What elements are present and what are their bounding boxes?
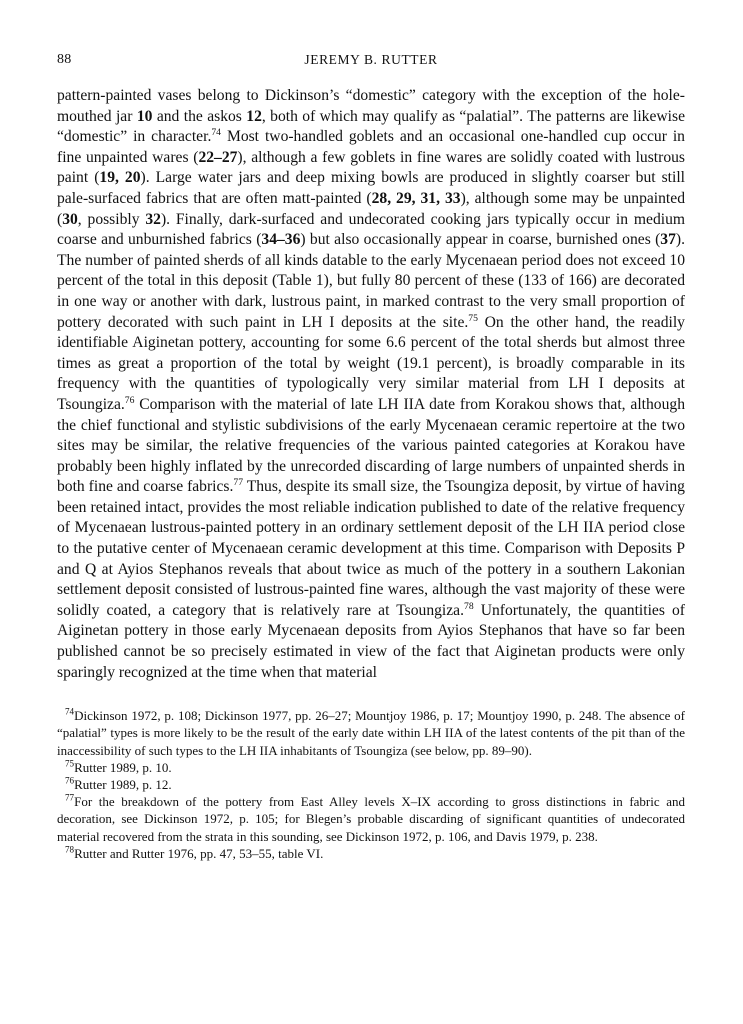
- catalogue-number: 28, 29, 31, 33: [371, 189, 461, 207]
- body-text-run: ). Large water jars and deep mixing bowls are produced in slightly coarser but still pale-surfaced fabrics that are often matt-painted (: [57, 169, 685, 207]
- footnote-text: Rutter and Rutter 1976, pp. 47, 53–55, table VI.: [74, 845, 324, 861]
- body-text-run: ). Finally, dark-surfaced and undecorated cooking jars typically occur in medium coarse and unburnished fabrics (: [57, 210, 685, 249]
- footnote-reference: 75: [468, 312, 478, 324]
- footnote: [57, 776, 685, 793]
- catalogue-number: 30: [62, 210, 78, 228]
- catalogue-number: 32: [145, 210, 161, 228]
- body-text-run: On the other hand, the readily identifiable Aiginetan pottery, accounting for some 6.6 percent of the total sherds but almost three times as great a proportion of the total by weight (19.1 percent), is broadly comparable in its frequency with the quantities of typologically very similar material from LH I deposits at Tsoungiza.: [57, 313, 685, 413]
- body-text-run: Unfortunately, the quantities of Aiginetan pottery in those early Mycenaean deposits from Ayios Stephanos that have so far been published cannot be so precisely estimated in view of the fact that Aiginetan products were only sparingly recognized at the time when that material: [57, 601, 685, 681]
- footnote: [57, 845, 685, 862]
- body-text-run: ) but also occasionally appear in coarse, burnished ones (: [300, 231, 661, 249]
- footnote-reference: 78: [463, 600, 474, 612]
- catalogue-number: 34–36: [261, 231, 301, 249]
- body-paragraph: [57, 86, 685, 683]
- footnote-text: Rutter 1989, p. 12.: [74, 777, 172, 793]
- body-text-run: Most two-handled goblets and an occasional one-handled cup occur in fine unpainted wares (: [57, 128, 685, 166]
- footnote: [57, 707, 685, 759]
- footnote-text: Rutter 1989, p. 10.: [74, 759, 172, 775]
- running-head: [57, 52, 685, 74]
- catalogue-number: 12: [246, 107, 262, 125]
- footnote-reference: 77: [233, 477, 244, 489]
- catalogue-number: 10: [136, 107, 153, 125]
- footnotes: [57, 707, 685, 862]
- body-text-run: and the askos: [152, 107, 247, 125]
- footnote-number: 77: [65, 792, 75, 803]
- footnote-number: 78: [65, 844, 75, 855]
- footnote-reference: 76: [124, 394, 135, 406]
- body-text-run: ), although some may be unpainted (: [57, 189, 685, 228]
- page: [57, 52, 685, 862]
- page-number: 88: [57, 52, 72, 67]
- body-text-run: Comparison with the material of late LH IIA date from Korakou shows that, although the chief functional and stylistic subdivisions of the early Mycenaean ceramic repertoire at the two sites may be similar, the relative frequencies of the various painted categories at Korakou have probably been highly inflated by the unrecorded discarding of large numbers of unpainted sherds in both fine and coarse fabrics.: [57, 395, 685, 496]
- catalogue-number: 22–27: [198, 148, 238, 166]
- catalogue-number: 37: [660, 231, 676, 249]
- footnote-text: Dickinson 1972, p. 108; Dickinson 1977, pp. 26–27; Mountjoy 1986, p. 17; Mountjoy 1990, p. 248. The absence of “palatial” types is more likely to be the result of the early date within LH IIA of the latest contents of the pit than of the inaccessibility of such types to the LH IIA inhabitants of Tsoungiza (see below, pp. 89–90).: [57, 708, 685, 758]
- body-text-run: pattern-painted vases belong to Dickinson’s “domestic” category with the exception of the hole-mouthed jar: [57, 87, 685, 125]
- footnote-reference: 74: [211, 127, 221, 138]
- footnote: [57, 793, 685, 845]
- body-text-run: Thus, despite its small size, the Tsoungiza deposit, by virtue of having been retained intact, provides the most reliable indication published to date of the relative frequency of Mycenaean lustrous-painted pottery in an ordinary settlement deposit of the LH IIA period close to the putative center of Mycenaean ceramic development at this time. Comparison with Deposits P and Q at Ayios Stephanos reveals that about twice as much of the pottery in a southern Lakonian settlement deposit consisted of lustrous-painted fine wares, although the vast majority of these were solidly coated, a category that is relatively rare at Tsoungiza.: [57, 478, 685, 619]
- body-text-run: ), although a few goblets in fine wares are solidly coated with lustrous paint (: [57, 148, 685, 187]
- body-text-run: , both of which may qualify as “palatial”. The patterns are likewise “domestic” in character.: [57, 107, 685, 146]
- footnote-number: 74: [65, 706, 75, 717]
- catalogue-number: 19, 20: [99, 169, 141, 187]
- body-text-run: ). The number of painted sherds of all kinds datable to the early Mycenaean period does not exceed 10 percent of the total in this deposit (Table 1), but fully 80 percent of these (133 of 166) are decorated in one way or another with dark, lustrous paint, in marked contrast to the very small proportion of pottery decorated with such paint in LH I deposits at the site.: [57, 231, 685, 331]
- footnote-number: 75: [65, 758, 75, 769]
- running-title: JEREMY B. RUTTER: [304, 52, 438, 67]
- footnote-text: For the breakdown of the pottery from East Alley levels X–IX according to gross distinctions in fabric and decoration, see Dickinson 1972, p. 105; for Blegen’s probable discarding of significant quantities of undecorated material recovered from the strata in this sounding, see Dickinson 1972, p. 106, and Davis 1979, p. 238.: [57, 794, 685, 844]
- body-text-run: , possibly: [77, 210, 146, 228]
- footnote-number: 76: [65, 775, 75, 786]
- footnote: [57, 759, 685, 776]
